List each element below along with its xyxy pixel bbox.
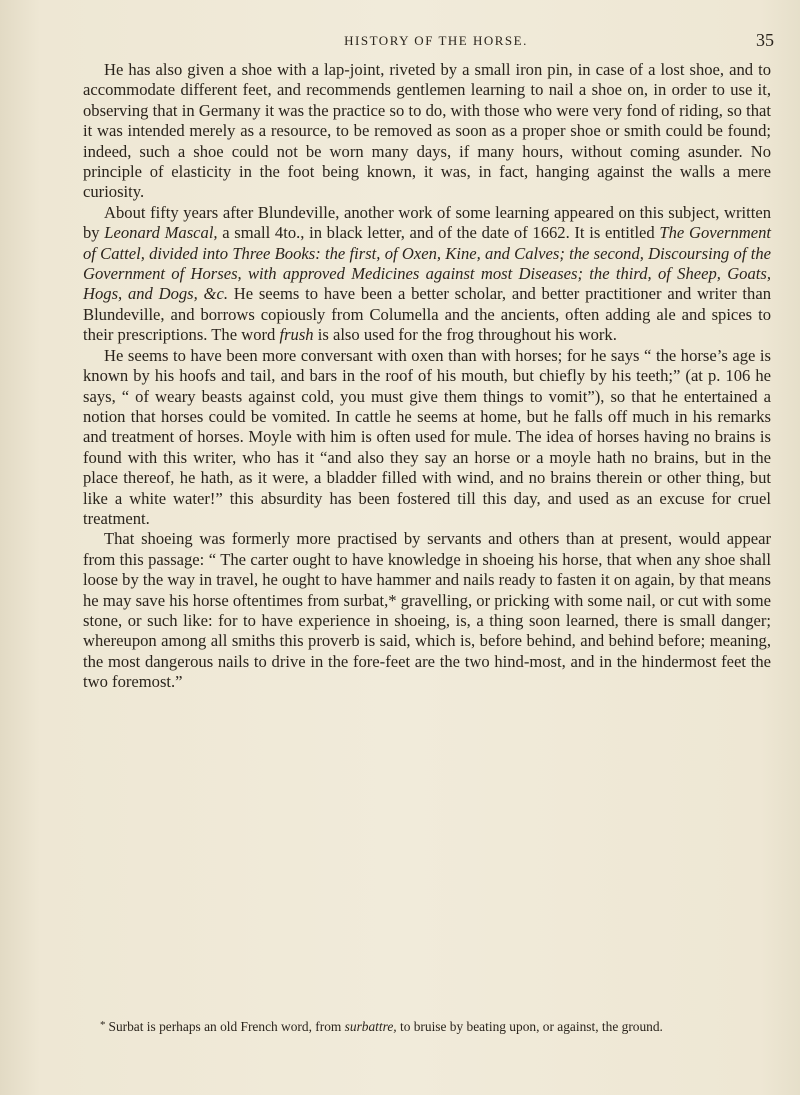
footnote	[100, 1017, 770, 1035]
paragraph-shoeing	[83, 529, 771, 692]
author-name: Leonard Mascal,	[104, 223, 218, 243]
footnote-reference[interactable]: *	[388, 590, 397, 610]
text-span: is also used for the frog throughout his work.	[313, 325, 617, 345]
text-span: to bruise by beating upon, or against, the ground.	[396, 1019, 663, 1034]
text-span: That shoeing was formerly more practised by servants and others than at present, would appear from this passage: “ The carter ought to have knowledge in shoeing his horse, that when any shoe shall loose by the way in travel, he ought to have hammer and nails ready to fasten it on again, by that means he may save his horse oftentimes from surbat,	[83, 529, 771, 610]
text-span: He seems to have been a better scholar, and better practitioner and writer than Blundeville, and borrows copiously from Columella and the ancients, often adding ale and spices to their prescriptions. The word	[83, 284, 771, 345]
book-title: The Government of Cattel, divided into Three Books: the first, of Oxen, Kine, and Calves; the second, Discoursing of the Government of Horses, with approved Medicines against most Diseases; the third, of Sheep, Goats, Hogs, and Dogs, &c.	[83, 223, 771, 304]
running-head: HISTORY OF THE HORSE.	[344, 33, 528, 48]
page-number: 35	[756, 30, 774, 50]
paragraph-oxen: He seems to have been more conversant with oxen than with horses; for he says “ the horse’s age is known by his hoofs and tail, and bars in the roof of his mouth, but chiefly by his teeth;” (at p. 106 he says, “ of weary beasts against cold, you must give them things to vomit”), so that he entertained a notion that horses could be vomited. In cattle he seems at home, but he falls off much in his remarks and treatment of horses. Moyle with him is often used for mule. The idea of horses having no brains is found with this writer, who has it “and also they say an horse or a moyle hath no brains, but in the place thereof, he hath, as it were, a bladder filled with wind, and no brains therein or other thing, but like a white water!” this absurdity has been fostered till this day, and used as an excuse for cruel treatment.	[83, 345, 771, 528]
text-span: About fifty years after Blundeville, another work of some learning appeared on this subject, written by	[83, 202, 771, 243]
text-span: a small 4to., in black letter, and of the date of 1662. It is entitled	[217, 223, 660, 243]
paragraph-mascal	[83, 203, 771, 346]
term-surbattre: surbattre,	[344, 1019, 397, 1034]
page-header	[98, 30, 774, 52]
paragraph-lap-joint-shoe: He has also given a shoe with a lap-joint, riveted by a small iron pin, in case of a lost shoe, and to accommodate different feet, and recommends gentlemen learning to nail a shoe on, in order to use it, observing that in Germany it was the practice so to do, with those who were very fond of riding, so that it was intended merely as a resource, to be removed as soon as a proper shoe or smith could be found; indeed, such a shoe could not be worn many days, if many hours, without coming asunder. No principle of elasticity in the foot being known, it was, in fact, hanging against the walls a mere curiosity.	[83, 60, 771, 202]
text-span: gravelling, or pricking with some nail, or cut with some stone, or such like: for to have experience in shoeing, is, a thing soon learned, there is small danger; whereupon among all smiths this proverb is said, which is, before behind, and behind before; meaning, the most dangerous nails to drive in the fore-feet are the two hind-most, and in the hindermost feet the two foremost.”	[83, 590, 771, 692]
term-frush: frush	[279, 325, 314, 345]
body-text	[83, 60, 771, 693]
text-span: Surbat is perhaps an old French word, from	[108, 1019, 345, 1034]
footnote-marker: *	[100, 1019, 106, 1031]
